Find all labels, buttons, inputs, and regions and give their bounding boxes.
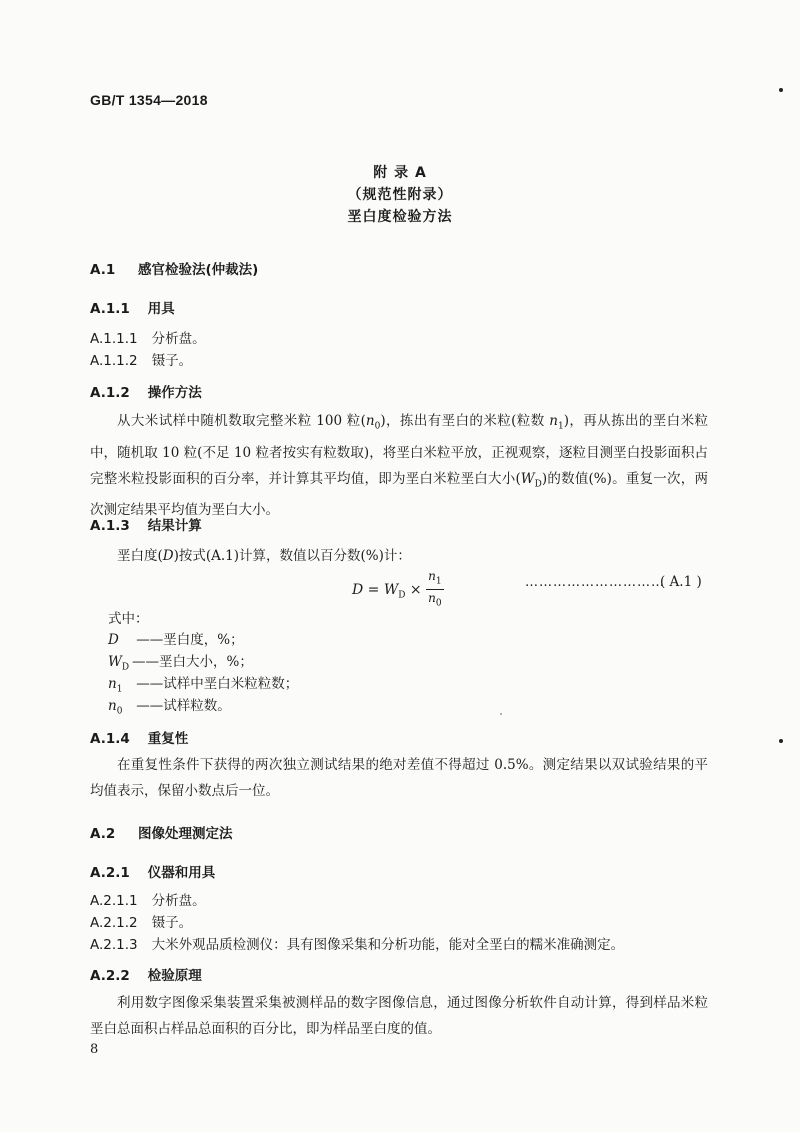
subscript: 1 bbox=[435, 576, 442, 587]
definition: ——垩白度，%； bbox=[132, 632, 244, 648]
section-title: 检验原理 bbox=[147, 968, 202, 984]
section-a13-heading bbox=[90, 514, 202, 534]
where-label: 式中： bbox=[108, 611, 149, 627]
text-run: 垩白度( bbox=[117, 548, 163, 564]
scan-mark bbox=[779, 739, 783, 743]
section-number: A.2.1 bbox=[90, 865, 130, 881]
section-title: 操作方法 bbox=[147, 385, 202, 401]
section-title: 结果计算 bbox=[147, 518, 202, 534]
symbol-n: n bbox=[108, 676, 117, 692]
fraction-numerator bbox=[426, 568, 443, 590]
section-number: A.1 bbox=[90, 262, 116, 278]
section-a14-heading bbox=[90, 727, 188, 747]
item-a211 bbox=[90, 889, 206, 909]
annex-type: （规范性附录） bbox=[347, 187, 453, 203]
text-run: )按式(A.1)计算，数值以百分数(%)计： bbox=[173, 548, 411, 564]
section-number: A.1.1 bbox=[90, 301, 130, 317]
section-a12-heading bbox=[90, 381, 202, 401]
item-number: A.1.1.1 bbox=[90, 331, 138, 347]
item-text: 镊子。 bbox=[151, 915, 193, 931]
subscript: D bbox=[121, 662, 130, 673]
item-text: 分析盘。 bbox=[151, 893, 206, 909]
page-number: 8 bbox=[90, 1042, 99, 1057]
text-run: )，拣出有垩白的米粒(粒数 bbox=[380, 413, 550, 429]
subscript: 1 bbox=[557, 421, 564, 432]
subscript: 0 bbox=[435, 598, 442, 609]
annex-subtitle: 垩白度检验方法 bbox=[347, 209, 453, 225]
section-title: 重复性 bbox=[147, 731, 189, 747]
formula-w: W bbox=[383, 581, 399, 598]
symbol-n: n bbox=[549, 413, 558, 429]
symbol-n: n bbox=[428, 591, 436, 606]
item-number: A.1.1.2 bbox=[90, 353, 138, 369]
symbol-d: D bbox=[162, 548, 174, 564]
where-n1 bbox=[108, 672, 298, 695]
formula-times: × bbox=[405, 581, 427, 598]
section-number: A.1.3 bbox=[90, 518, 130, 534]
section-number: A.1.2 bbox=[90, 385, 130, 401]
subscript: 0 bbox=[374, 421, 381, 432]
section-a1-heading bbox=[90, 258, 258, 278]
symbol-n: n bbox=[108, 698, 117, 714]
item-text: 分析盘。 bbox=[151, 331, 206, 347]
symbol-w: W bbox=[520, 470, 535, 487]
item-text: 大米外观品质检测仪：具有图像采集和分析功能，能对全垩白的糯米准确测定。 bbox=[151, 937, 625, 953]
where-n0 bbox=[108, 694, 231, 717]
standard-number: GB/T 1354—2018 bbox=[90, 92, 208, 108]
text-run: 从大米试样中随机数取完整米粒 100 粒( bbox=[117, 413, 366, 429]
scan-speck bbox=[500, 713, 502, 715]
section-a11-heading bbox=[90, 297, 175, 317]
section-title: 感官检验法(仲裁法) bbox=[138, 262, 259, 278]
formula-fraction bbox=[426, 568, 443, 612]
item-number: A.2.1.2 bbox=[90, 915, 138, 931]
symbol-n: n bbox=[428, 569, 436, 583]
where-w bbox=[108, 650, 253, 673]
item-a213 bbox=[90, 933, 624, 953]
section-title: 图像处理测定法 bbox=[138, 826, 233, 842]
definition: ——垩白大小，%； bbox=[132, 654, 253, 670]
procedure-paragraph bbox=[90, 408, 708, 523]
definition: ——试样粒数。 bbox=[132, 698, 231, 714]
item-a111 bbox=[90, 327, 206, 347]
symbol-n: n bbox=[365, 413, 375, 429]
subscript: D bbox=[534, 479, 542, 490]
repeatability-paragraph: 在重复性条件下获得的两次独立测试结果的绝对差值不得超过 0.5%。测定结果以双试验结果的平均值表示，保留小数点后一位。 bbox=[90, 757, 708, 799]
calculation-intro bbox=[117, 544, 411, 564]
fraction-denominator bbox=[426, 590, 443, 611]
subscript: 0 bbox=[116, 706, 123, 717]
section-a21-heading bbox=[90, 861, 215, 881]
item-number: A.2.1.3 bbox=[90, 937, 138, 953]
text-run: )的数值(%)。重复一次，两次测定结果平均值为垩白大小。 bbox=[90, 470, 708, 519]
item-a112 bbox=[90, 349, 192, 369]
section-number: A.2 bbox=[90, 826, 116, 842]
symbol-d: D bbox=[108, 632, 119, 648]
formula-lhs: D bbox=[352, 581, 364, 598]
subscript: 1 bbox=[116, 684, 123, 695]
where-d bbox=[108, 628, 244, 648]
text-run: )，再从拣出的垩白米粒中，随机取 10 粒(不足 10 粒者按实有粒数取)，将垩白米粒平放，正视观察，逐粒目测垩白投影面积占完整米粒投影面积的百分率，并计算其平均值，即为垩白米粒垩白大小( bbox=[90, 413, 708, 487]
section-title: 仪器和用具 bbox=[147, 865, 216, 881]
formula-a1 bbox=[352, 568, 444, 612]
formula-number: ( A.1 ) bbox=[660, 574, 702, 590]
section-number: A.1.4 bbox=[90, 731, 130, 747]
scan-mark bbox=[779, 88, 783, 92]
section-title: 用具 bbox=[147, 301, 175, 317]
section-number: A.2.2 bbox=[90, 968, 130, 984]
symbol-w: W bbox=[108, 654, 122, 670]
formula-leader-dots: ………………………… bbox=[525, 575, 665, 590]
item-text: 镊子。 bbox=[151, 353, 193, 369]
definition: ——试样中垩白米粒粒数； bbox=[132, 676, 299, 692]
subscript: D bbox=[398, 590, 406, 601]
item-a212 bbox=[90, 911, 192, 931]
section-a22-heading bbox=[90, 964, 202, 984]
section-a2-heading bbox=[90, 822, 233, 842]
item-number: A.2.1.1 bbox=[90, 893, 138, 909]
formula-equals: = bbox=[363, 581, 384, 598]
annex-title: 附 录 A bbox=[373, 165, 427, 181]
principle-paragraph: 利用数字图像采集装置采集被测样品的数字图像信息，通过图像分析软件自动计算，得到样品米粒垩白总面积占样品总面积的百分比，即为样品垩白度的值。 bbox=[90, 995, 708, 1037]
